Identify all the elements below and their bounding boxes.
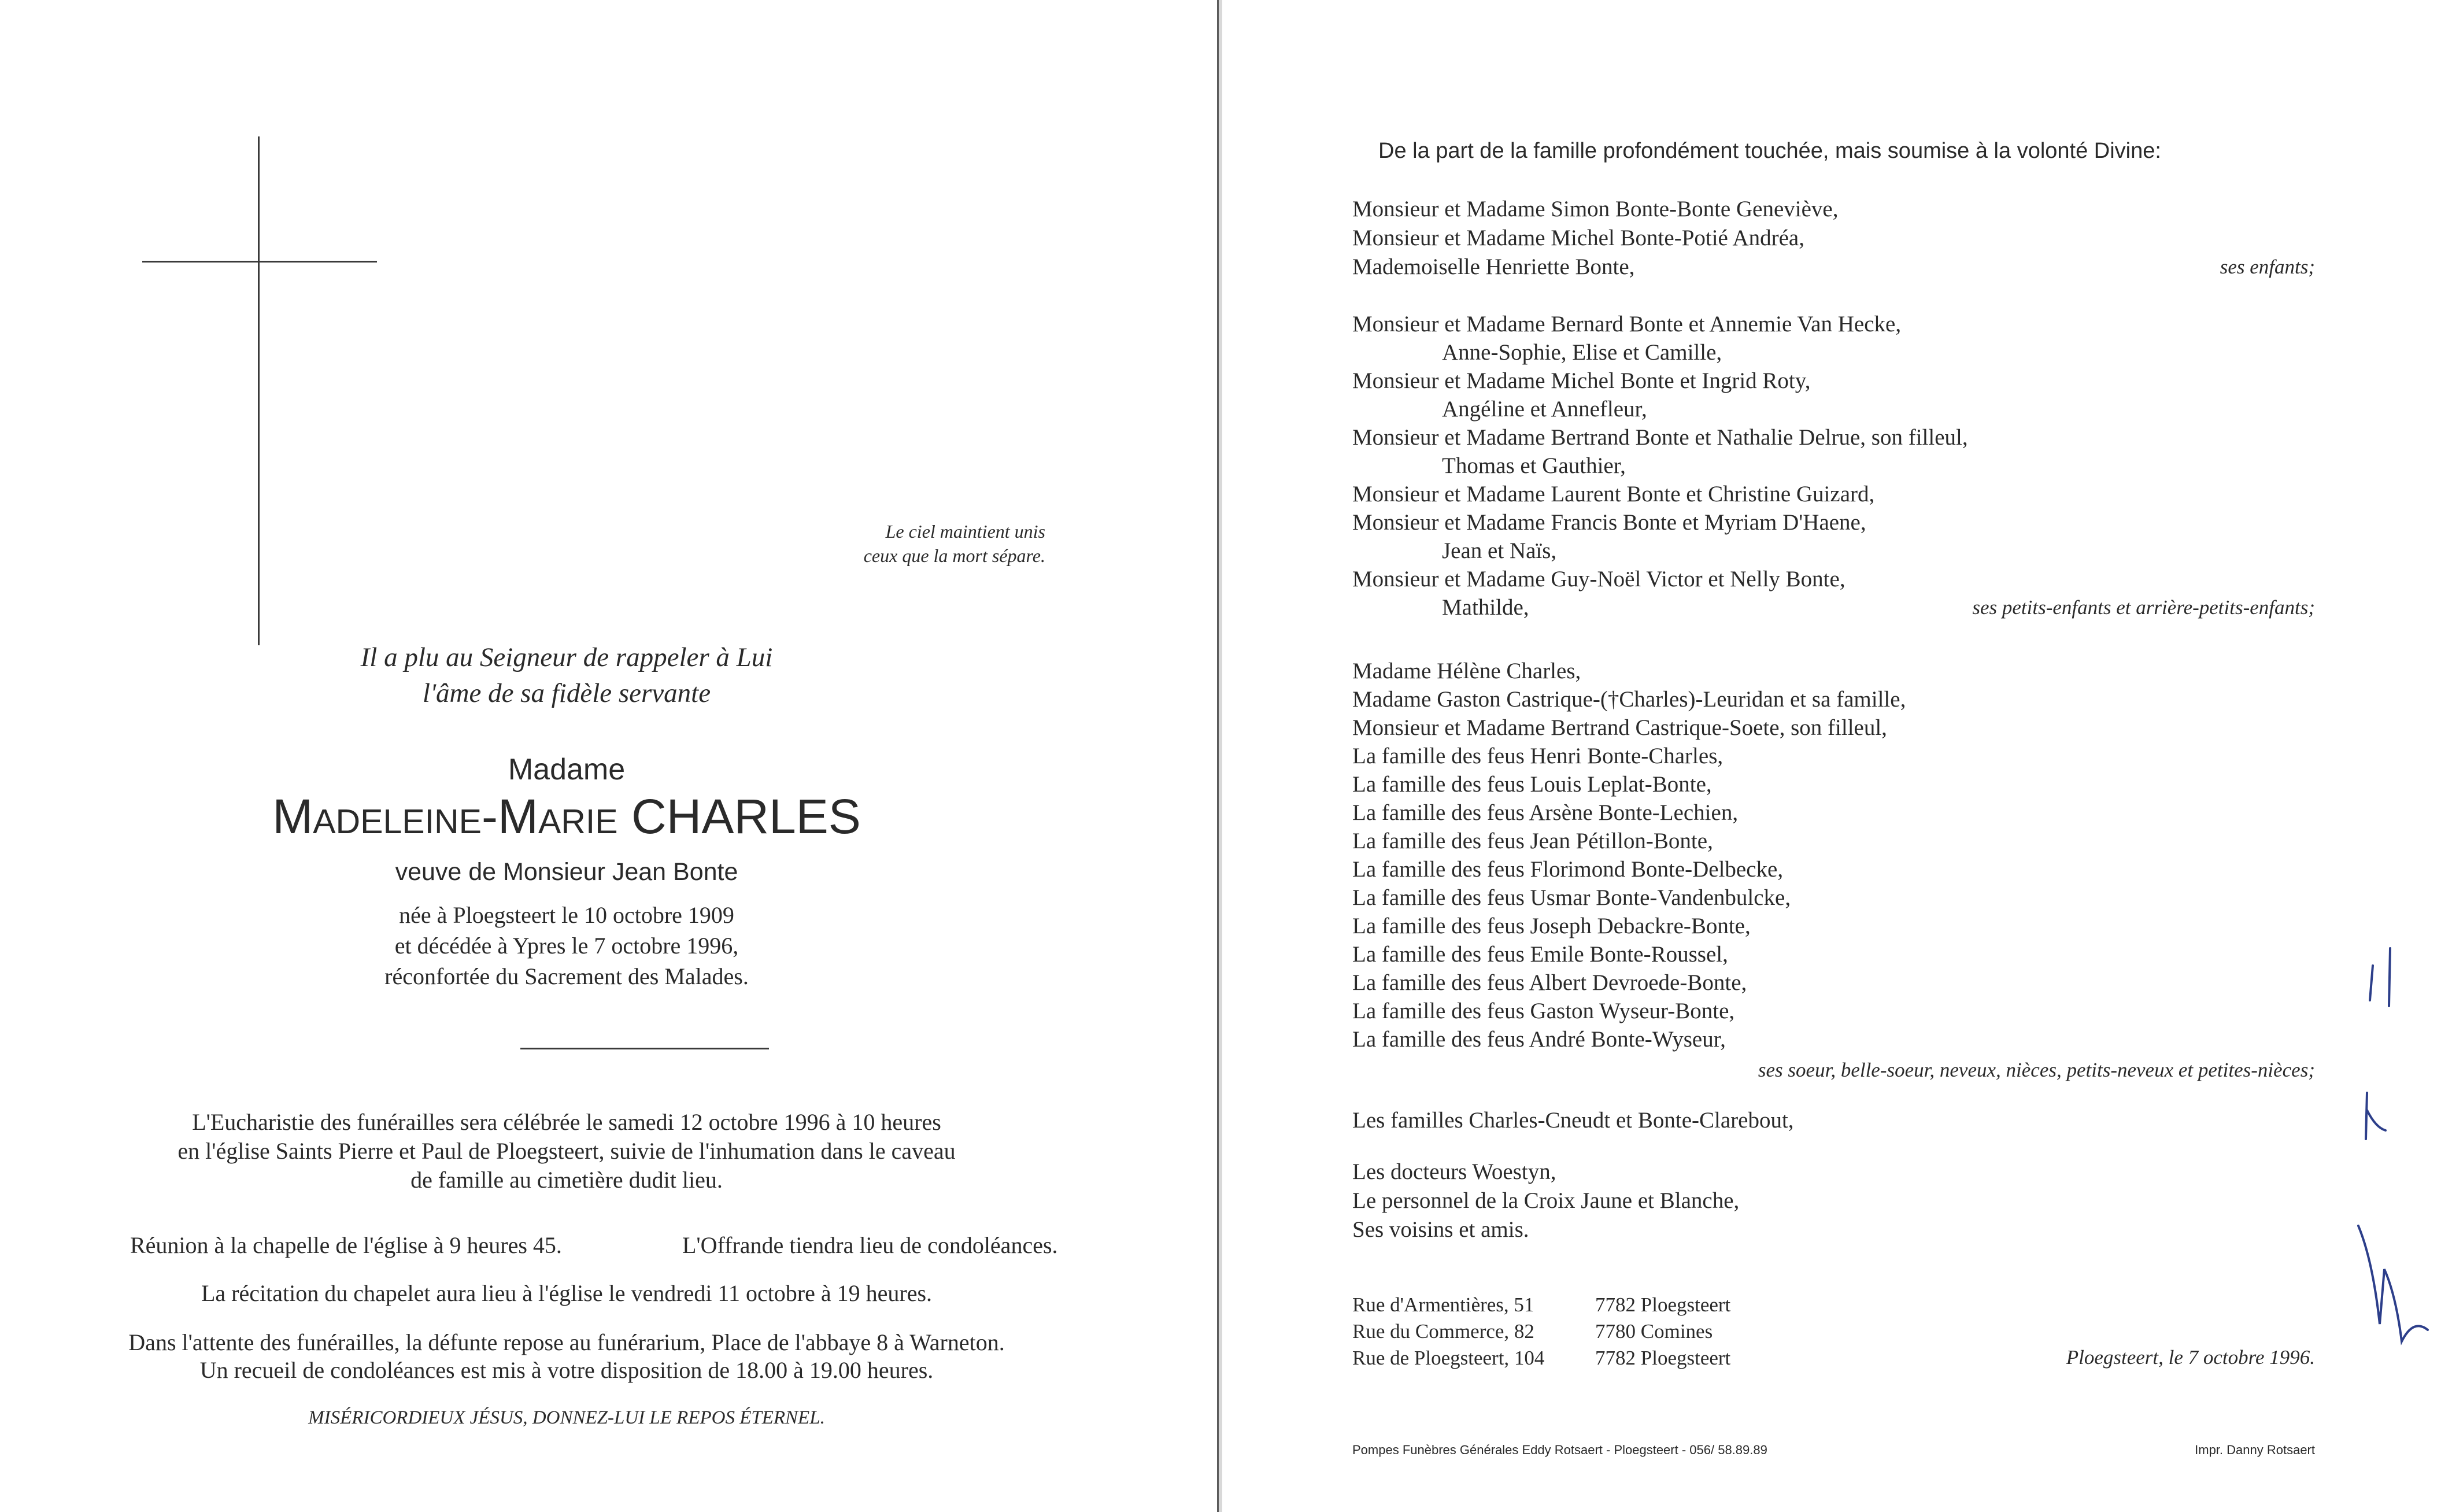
funeral-line: de famille au cimetière dudit lieu. — [410, 1167, 723, 1193]
family-row — [1222, 479, 2315, 509]
family-row — [1222, 338, 2315, 368]
family-line: Jean et Naïs, — [1442, 538, 1557, 563]
funerarium-line: Dans l'attente des funérailles, la défunte repose au funérarium, Place de l'abbaye 8 à Warneton. — [128, 1329, 1005, 1355]
family-row — [1222, 1215, 2315, 1245]
intro-line: Il a plu au Seigneur de rappeler à Lui — [360, 642, 773, 672]
address-street: Rue de Ploegsteert, 104 — [1352, 1347, 1545, 1369]
family-line: La famille des feus Henri Bonte-Charles, — [1352, 744, 1724, 768]
details-line: réconfortée du Sacrement des Malades. — [384, 963, 749, 989]
family-row — [1222, 741, 2315, 771]
family-line: La famille des feus Albert Devroede-Bonte, — [1352, 970, 1747, 995]
family-row — [1222, 564, 2315, 594]
family-row — [1222, 940, 2315, 970]
intro-text — [278, 639, 856, 711]
family-line: Monsieur et Madame Michel Bonte-Potié Andréa, — [1352, 225, 1804, 250]
title-madame: Madame — [508, 753, 626, 786]
cross-horizontal — [142, 261, 377, 263]
footer-funeral-home: Pompes Funèbres Générales Eddy Rotsaert - Ploegsteert - 056/ 58.89.89 — [1352, 1443, 1767, 1457]
epigraph — [864, 519, 1045, 568]
family-row — [1222, 223, 2315, 253]
family-line: La famille des feus Louis Leplat-Bonte, — [1352, 772, 1712, 797]
family-line: Le personnel de la Croix Jaune et Blanche, — [1352, 1188, 1740, 1213]
family-line: Mathilde, — [1442, 595, 1529, 620]
family-row — [1222, 1025, 2315, 1055]
widow-of: veuve de Monsieur Jean Bonte — [395, 858, 738, 886]
place-date: Ploegsteert, le 7 octobre 1996. — [2066, 1346, 2315, 1369]
family-row — [1222, 309, 2315, 339]
prayer-text: MISÉRICORDIEUX JÉSUS, DONNEZ-LUI LE REPOS ÉTERNEL. — [308, 1407, 825, 1428]
funeral-line: L'Eucharistie des funérailles sera célébrée le samedi 12 octobre 1996 à 10 heures — [192, 1109, 941, 1135]
family-line: La famille des feus Gaston Wyseur-Bonte, — [1352, 999, 1735, 1023]
others-block — [1222, 1157, 2315, 1249]
family-row — [1222, 366, 2315, 396]
family-row — [1222, 252, 2315, 282]
family-row — [1222, 996, 2315, 1026]
family-row — [1222, 656, 2315, 686]
funeral-text — [104, 1108, 1029, 1195]
family-line: Mademoiselle Henriette Bonte, — [1352, 254, 1635, 279]
family-line: Les familles Charles-Cneudt et Bonte-Clarebout, — [1352, 1108, 1794, 1133]
family-line: La famille des feus Joseph Debackre-Bonte, — [1352, 914, 1751, 938]
birth-death-details — [335, 900, 798, 992]
family-row — [1222, 194, 2315, 224]
address-city: 7782 Ploegsteert — [1595, 1347, 1731, 1369]
family-row — [1222, 798, 2315, 828]
family-line: La famille des feus André Bonte-Wyseur, — [1352, 1027, 1726, 1052]
family-row — [1222, 536, 2315, 566]
left-page — [0, 0, 1219, 1512]
separator-line — [520, 1048, 769, 1049]
family-row — [1222, 451, 2315, 481]
family-row — [1222, 883, 2315, 913]
reunion-text: Réunion à la chapelle de l'église à 9 heures 45. — [130, 1232, 562, 1258]
funerarium-line: Un recueil de condoléances est mis à votre disposition de 18.00 à 19.00 heures. — [199, 1357, 934, 1383]
address-street: Rue d'Armentières, 51 — [1352, 1293, 1534, 1316]
funeral-line: en l'église Saints Pierre et Paul de Ploegsteert, suivie de l'inhumation dans le caveau — [177, 1138, 956, 1164]
family-line: Monsieur et Madame Guy-Noël Victor et Nelly Bonte, — [1352, 567, 1845, 592]
family-row — [1222, 770, 2315, 800]
family-line: Monsieur et Madame Laurent Bonte et Christine Guizard, — [1352, 482, 1875, 507]
families-line — [1222, 1106, 2315, 1136]
family-line: Monsieur et Madame Michel Bonte et Ingrid Roty, — [1352, 368, 1811, 393]
family-line: La famille des feus Florimond Bonte-Delbecke, — [1352, 857, 1784, 882]
family-row — [1222, 855, 2315, 885]
address-street: Rue du Commerce, 82 — [1352, 1320, 1534, 1343]
family-row — [1222, 508, 2315, 538]
family-line: Angéline et Annefleur, — [1442, 397, 1647, 422]
group-note: ses petits-enfants et arrière-petits-enfants; — [1972, 596, 2315, 619]
family-line: Ses voisins et amis. — [1352, 1217, 1529, 1242]
family-heading: De la part de la famille profondément touchée, mais soumise à la volonté Divine: — [1378, 139, 2161, 163]
family-row — [1222, 685, 2315, 715]
funerarium-text — [75, 1329, 1058, 1384]
family-line: Madame Gaston Castrique-(†Charles)-Leuridan et sa famille, — [1352, 687, 1906, 712]
address-city: 7780 Comines — [1595, 1320, 1713, 1343]
group-extended-family — [1222, 656, 2315, 1096]
chapelet-text: La récitation du chapelet aura lieu à l'église le vendredi 11 octobre à 19 heures. — [201, 1280, 933, 1306]
epigraph-line: ceux que la mort sépare. — [863, 545, 1045, 566]
addresses — [1222, 1292, 1916, 1378]
family-line: Monsieur et Madame Bernard Bonte et Annemie Van Hecke, — [1352, 312, 1902, 337]
family-line: Les docteurs Woestyn, — [1352, 1159, 1556, 1184]
family-row — [1222, 1157, 2315, 1187]
family-line: Madame Hélène Charles, — [1352, 659, 1581, 683]
family-line: Monsieur et Madame Francis Bonte et Myriam D'Haene, — [1352, 510, 1866, 535]
handwritten-mark — [2350, 937, 2436, 1353]
family-row — [1222, 968, 2315, 998]
footer-printer: Impr. Danny Rotsaert — [2195, 1443, 2315, 1457]
family-row — [1222, 394, 2315, 424]
family-line: Monsieur et Madame Bertrand Castrique-Soete, son filleul, — [1352, 715, 1887, 740]
cross-vertical — [258, 136, 260, 645]
details-line: et décédée à Ypres le 7 octobre 1996, — [394, 933, 739, 959]
group-note: ses soeur, belle-soeur, neveux, nièces, petits-neveux et petites-nièces; — [1758, 1059, 2315, 1081]
offrande-text: L'Offrande tiendra lieu de condoléances. — [682, 1232, 1058, 1258]
address-city: 7782 Ploegsteert — [1595, 1293, 1731, 1316]
family-line: La famille des feus Emile Bonte-Roussel, — [1352, 942, 1728, 967]
family-line: La famille des feus Arsène Bonte-Lechien, — [1352, 800, 1739, 825]
family-row — [1222, 593, 2315, 623]
family-row — [1222, 911, 2315, 941]
family-row — [1222, 826, 2315, 856]
family-row — [1222, 1186, 2315, 1216]
family-line: Anne-Sophie, Elise et Camille, — [1442, 340, 1722, 365]
group-children — [1222, 194, 2315, 287]
intro-line: l'âme de sa fidèle servante — [422, 678, 711, 708]
deceased-name: Madeleine-Marie CHARLES — [272, 789, 861, 844]
family-row — [1222, 1055, 2315, 1085]
family-row — [1222, 713, 2315, 743]
details-line: née à Ploegsteert le 10 octobre 1909 — [399, 902, 734, 928]
right-page — [1222, 0, 2441, 1512]
family-line: La famille des feus Jean Pétillon-Bonte, — [1352, 829, 1713, 853]
family-line: Monsieur et Madame Bertrand Bonte et Nathalie Delrue, son filleul, — [1352, 425, 1968, 450]
family-row — [1222, 423, 2315, 453]
family-line: Thomas et Gauthier, — [1442, 453, 1626, 478]
epigraph-line: Le ciel maintient unis — [885, 521, 1045, 542]
family-line: La famille des feus Usmar Bonte-Vandenbulcke, — [1352, 885, 1791, 910]
family-line: Monsieur et Madame Simon Bonte-Bonte Geneviève, — [1352, 197, 1839, 221]
group-grandchildren — [1222, 309, 2315, 633]
group-note: ses enfants; — [2220, 256, 2315, 278]
